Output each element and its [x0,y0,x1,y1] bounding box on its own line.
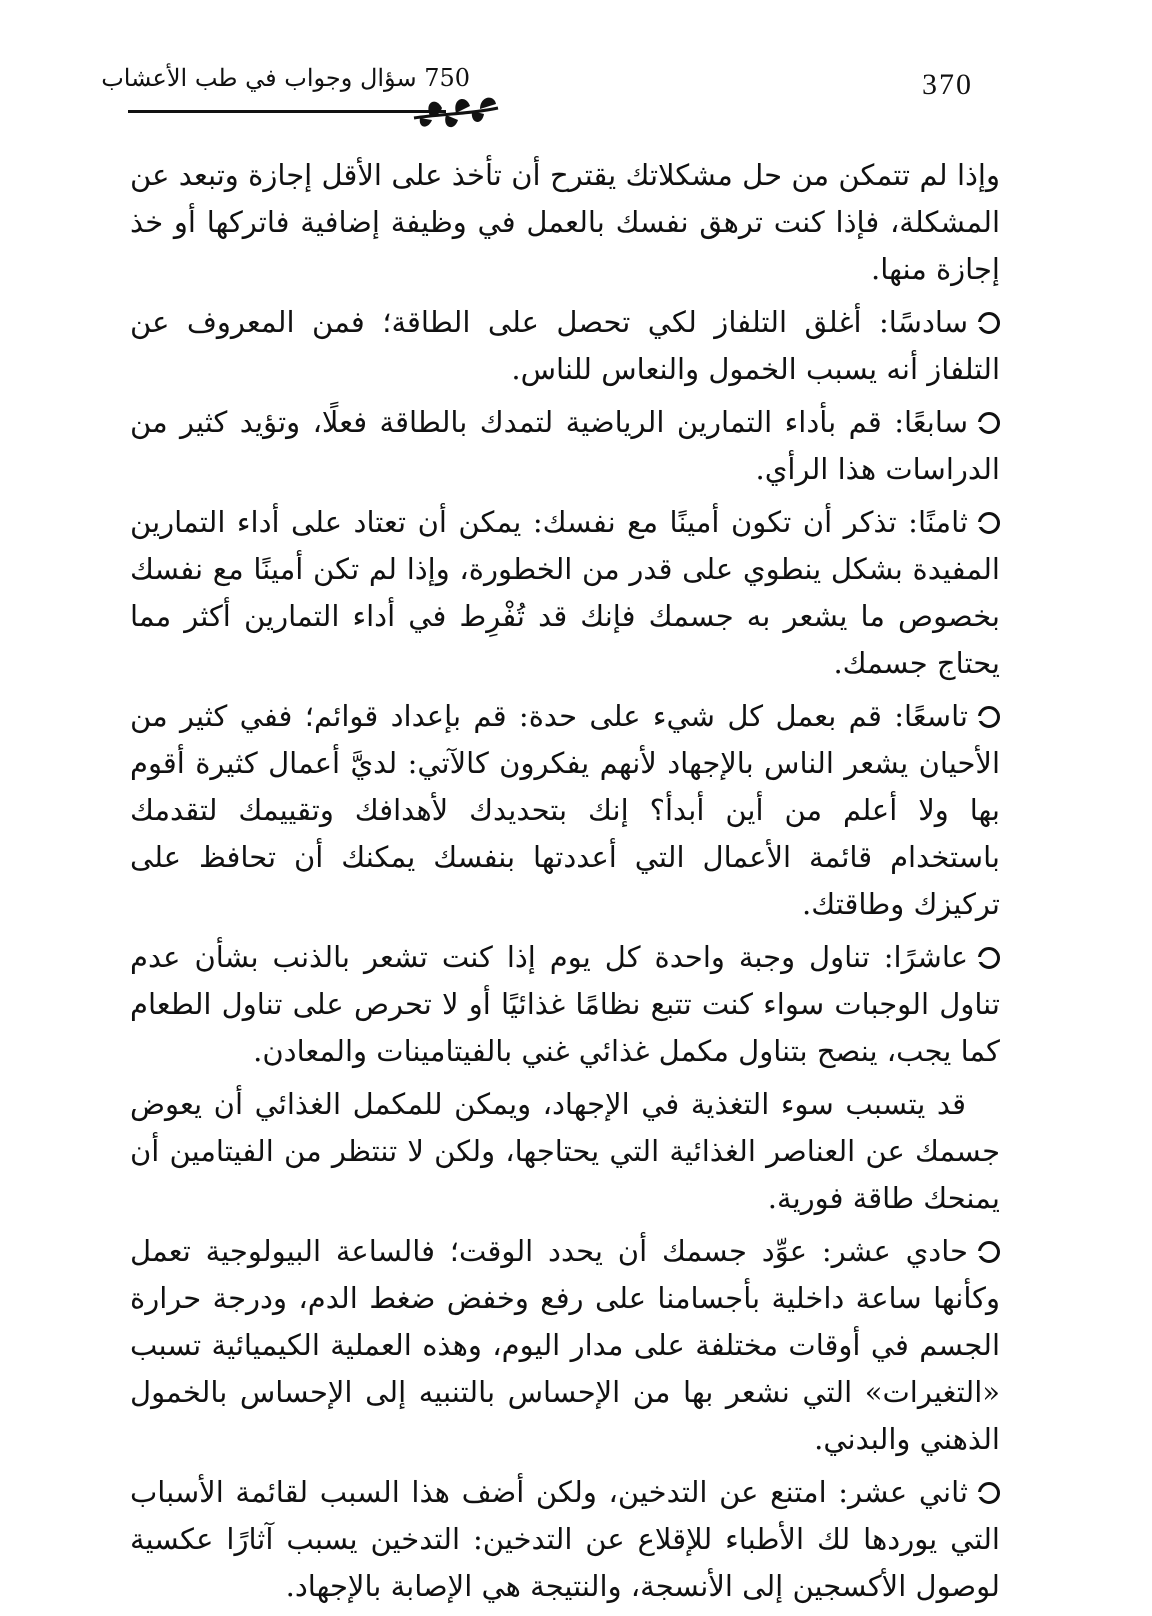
paragraph-text: وإذا لم تتمكن من حل مشكلاتك يقترح أن تأخذ على الأقل إجازة وتبعد عن المشكلة، فإذا كنت ترهق نفسك بالعمل في وظيفة إضافية فاتركها أو خذ إجازة منها. [130,158,1000,286]
paragraph-text: عاشرًا: تناول وجبة واحدة كل يوم إذا كنت تشعر بالذنب بشأن عدم تناول الوجبات سواء كنت تتبع نظامًا غذائيًا أو لا تحرص على تناول الطعام كما يجب، ينصح بتناول مكمل غذائي غني بالفيتامينات والمعادن. [130,940,1000,1068]
paragraph-8 [130,1228,1000,1463]
paragraph-2 [130,299,1000,393]
paragraph-text: قد يتسبب سوء التغذية في الإجهاد، ويمكن للمكمل الغذائي أن يعوض جسمك عن العناصر الغذائية التي يحتاجها، ولكن لا تنتظر من الفيتامين أن يمنحك طاقة فورية. [130,1087,1000,1215]
paragraph-7 [130,1081,1000,1222]
bullet-icon [978,947,1000,969]
paragraph-3 [130,399,1000,493]
header-rule [128,110,446,113]
page-body [130,152,1000,1616]
running-header-title: 750 سؤال وجواب في طب الأعشاب [101,64,470,92]
paragraph-6 [130,934,1000,1075]
page-number: 370 [922,68,973,101]
bullet-icon [978,1482,1000,1504]
bullet-icon [978,512,1000,534]
paragraph-text: تاسعًا: قم بعمل كل شيء على حدة: قم بإعداد قوائم؛ ففي كثير من الأحيان يشعر الناس بالإجهاد لأنهم يفكرون كالآتي: لديَّ أعمال كثيرة أقوم بها ولا أعلم من أين أبدأ؟ إنك بتحديدك لأهدافك وتقييمك لتقدمك باستخدام قائمة الأعمال التي أعددتها بنفسك يمكنك أن تحافظ على تركيزك وطاقتك. [130,699,1000,921]
bullet-icon [978,312,1000,334]
bullet-icon [978,1241,1000,1263]
paragraph-1 [130,152,1000,293]
paragraph-text: ثامنًا: تذكر أن تكون أمينًا مع نفسك: يمكن أن تعتاد على أداء التمارين المفيدة بشكل ينطوي على قدر من الخطورة، وإذا لم تكن أمينًا مع نفسك بخصوص ما يشعر به جسمك فإنك قد تُفْرِط في أداء التمارين أكثر مما يحتاج جسمك. [130,505,1000,680]
paragraph-text: سابعًا: قم بأداء التمارين الرياضية لتمدك بالطاقة فعلًا، وتؤيد كثير من الدراسات هذا الرأي. [130,405,1000,486]
paragraph-4 [130,499,1000,687]
paragraph-text: سادسًا: أغلق التلفاز لكي تحصل على الطاقة؛ فمن المعروف عن التلفاز أنه يسبب الخمول والنعاس للناس. [130,305,1000,386]
leaf-ornament-icon [410,88,502,134]
paragraph-5 [130,693,1000,928]
paragraph-text: ثاني عشر: امتنع عن التدخين، ولكن أضف هذا السبب لقائمة الأسباب التي يوردها لك الأطباء للإقلاع عن التدخين: التدخين يسبب آثارًا عكسية لوصول الأكسجين إلى الأنسجة، والنتيجة هي الإصابة بالإجهاد. [130,1475,1000,1603]
paragraph-9 [130,1469,1000,1610]
bullet-icon [978,412,1000,434]
bullet-icon [978,706,1000,728]
paragraph-text: حادي عشر: عوِّد جسمك أن يحدد الوقت؛ فالساعة البيولوجية تعمل وكأنها ساعة داخلية بأجسامنا على رفع وخفض ضغط الدم، ودرجة حرارة الجسم في أوقات مختلفة على مدار اليوم، وهذه العملية الكيميائية تسبب «التغيرات» التي نشعر بها من الإحساس بالتنبيه إلى الإحساس بالخمول الذهني والبدني. [130,1234,1000,1456]
